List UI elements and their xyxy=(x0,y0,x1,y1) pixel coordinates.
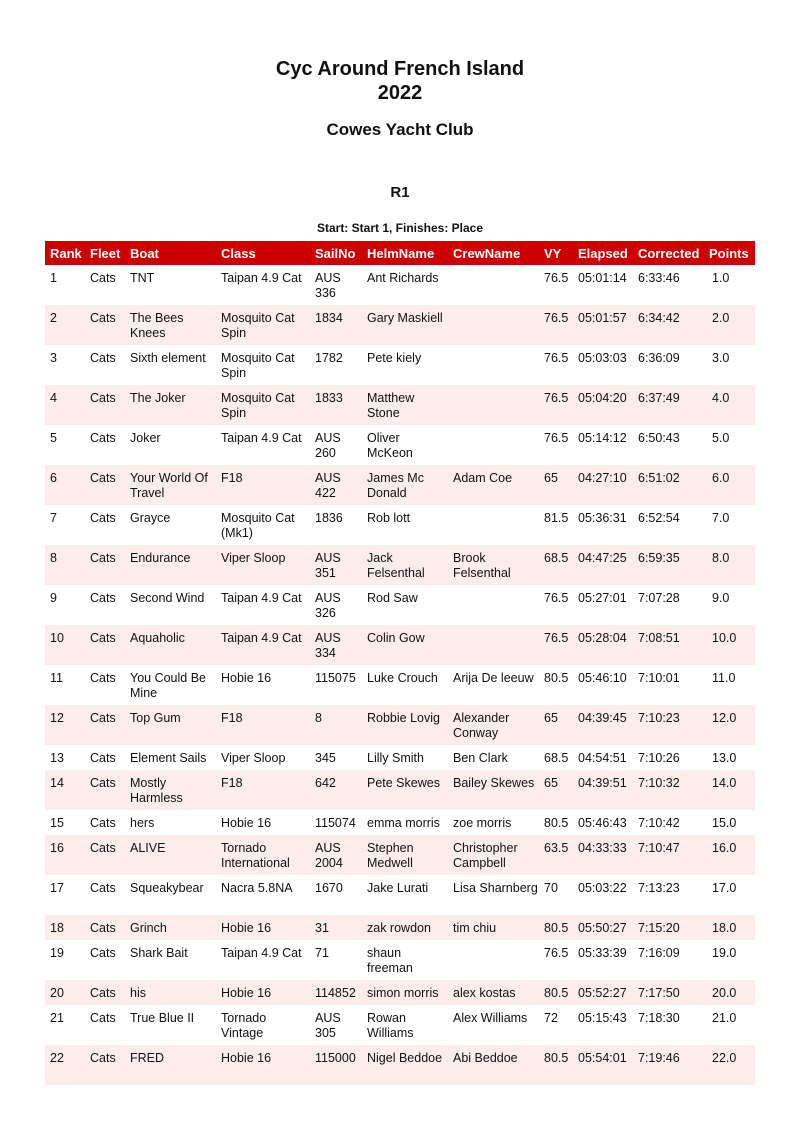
cell-vy: 80.5 xyxy=(544,816,569,830)
cell-corrected: 7:10:01 xyxy=(638,671,680,685)
cell-class: F18 xyxy=(216,465,310,505)
cell-sail-no: 115000 xyxy=(310,1045,362,1085)
cell-crew-name: alex kostas xyxy=(448,980,539,1005)
table-row xyxy=(45,1005,755,1045)
column-header-fleet: Fleet xyxy=(85,241,125,265)
table-row xyxy=(45,665,755,705)
table-row xyxy=(45,705,755,745)
cell-vy: 68.5 xyxy=(544,751,569,765)
cell-crew-name xyxy=(448,305,539,345)
cell-crew-name: Lisa Sharnberg xyxy=(453,881,538,895)
cell-elapsed: 05:36:31 xyxy=(578,511,627,525)
cell-sail-no: AUS 305 xyxy=(315,1011,341,1040)
cell-elapsed: 04:33:33 xyxy=(573,835,633,875)
cell-boat: Grayce xyxy=(130,511,171,525)
table-row xyxy=(45,305,755,345)
column-header-elapsed: Elapsed xyxy=(573,241,633,265)
cell-rank: 11 xyxy=(50,671,63,685)
cell-points: 10.0 xyxy=(704,625,755,665)
cell-points: 11.0 xyxy=(712,671,736,685)
cell-fleet: Cats xyxy=(85,305,125,345)
cell-helm-name: simon morris xyxy=(362,980,448,1005)
cell-fleet: Cats xyxy=(90,751,116,765)
cell-class: Viper Sloop xyxy=(221,751,286,765)
table-row xyxy=(45,770,755,810)
cell-rank: 8 xyxy=(45,545,85,585)
cell-fleet: Cats xyxy=(85,545,125,585)
cell-vy: 81.5 xyxy=(544,511,569,525)
race-name: R1 xyxy=(390,184,410,201)
cell-class: Hobie 16 xyxy=(216,1045,310,1085)
cell-fleet: Cats xyxy=(85,625,125,665)
cell-helm-name: Oliver McKeon xyxy=(367,431,413,460)
cell-boat: You Could Be Mine xyxy=(130,671,206,700)
cell-points: 21.0 xyxy=(712,1011,737,1025)
cell-sail-no: AUS 336 xyxy=(315,271,341,300)
cell-helm-name: shaun freeman xyxy=(367,946,413,975)
cell-corrected: 7:10:23 xyxy=(633,705,704,745)
cell-sail-no: 1833 xyxy=(310,385,362,425)
cell-helm-name: Rob lott xyxy=(367,511,411,525)
cell-crew-name xyxy=(448,625,539,665)
cell-sail-no: AUS 326 xyxy=(315,591,341,620)
cell-elapsed: 05:04:20 xyxy=(573,385,633,425)
cell-boat: Squeakybear xyxy=(130,881,204,895)
cell-helm-name: James Mc Donald xyxy=(362,465,448,505)
cell-boat: TNT xyxy=(130,271,155,285)
cell-corrected: 7:16:09 xyxy=(638,946,680,960)
column-header-vy: VY xyxy=(539,241,573,265)
cell-fleet: Cats xyxy=(85,465,125,505)
cell-elapsed: 05:03:03 xyxy=(578,351,627,365)
cell-elapsed: 04:27:10 xyxy=(573,465,633,505)
cell-class: Mosquito Cat Spin xyxy=(216,305,310,345)
cell-rank: 20 xyxy=(45,980,85,1005)
results-table xyxy=(45,241,755,1085)
club-name: Cowes Yacht Club xyxy=(326,120,474,139)
column-header-crew-name: CrewName xyxy=(448,241,539,265)
cell-rank: 17 xyxy=(50,881,64,895)
table-header-row xyxy=(45,241,755,265)
cell-rank: 19 xyxy=(50,946,64,960)
cell-points: 9.0 xyxy=(712,591,730,605)
cell-fleet: Cats xyxy=(85,705,125,745)
cell-crew-name xyxy=(448,425,539,465)
cell-elapsed: 04:47:25 xyxy=(573,545,633,585)
cell-crew-name: tim chiu xyxy=(448,915,539,940)
table-row xyxy=(45,265,755,305)
cell-helm-name: emma morris xyxy=(367,816,440,830)
table-row xyxy=(45,585,755,625)
cell-sail-no: 115074 xyxy=(315,816,356,830)
table-row xyxy=(45,940,755,980)
cell-elapsed: 05:33:39 xyxy=(578,946,627,960)
cell-boat: Sixth element xyxy=(130,351,206,365)
cell-sail-no: 114852 xyxy=(310,980,362,1005)
cell-vy: 70 xyxy=(544,881,558,895)
cell-boat: his xyxy=(125,980,216,1005)
cell-boat: Top Gum xyxy=(125,705,216,745)
cell-elapsed: 05:15:43 xyxy=(578,1011,627,1025)
cell-points: 18.0 xyxy=(704,915,755,940)
cell-crew-name: Adam Coe xyxy=(448,465,539,505)
cell-rank: 16 xyxy=(45,835,85,875)
cell-corrected: 7:07:28 xyxy=(638,591,680,605)
cell-corrected: 7:10:26 xyxy=(638,751,680,765)
cell-rank: 10 xyxy=(45,625,85,665)
cell-points: 15.0 xyxy=(712,816,737,830)
cell-elapsed: 05:46:10 xyxy=(578,671,627,685)
cell-boat: Grinch xyxy=(125,915,216,940)
cell-helm-name: Lilly Smith xyxy=(367,751,424,765)
cell-fleet: Cats xyxy=(90,1011,116,1025)
cell-corrected: 6:33:46 xyxy=(638,271,680,285)
cell-corrected: 6:51:02 xyxy=(633,465,704,505)
cell-helm-name: Jake Lurati xyxy=(367,881,429,895)
cell-corrected: 6:52:54 xyxy=(638,511,680,525)
cell-fleet: Cats xyxy=(90,431,116,445)
cell-helm-name: Rod Saw xyxy=(367,591,418,605)
cell-helm-name: Matthew Stone xyxy=(362,385,448,425)
cell-points: 8.0 xyxy=(704,545,755,585)
cell-fleet: Cats xyxy=(90,591,116,605)
cell-class: Tornado International xyxy=(216,835,310,875)
cell-crew-name: Abi Beddoe xyxy=(448,1045,539,1085)
cell-elapsed: 05:14:12 xyxy=(578,431,627,445)
cell-rank: 3 xyxy=(50,351,57,365)
cell-helm-name: Pete Skewes xyxy=(362,770,448,810)
page-title: Cyc Around French Island xyxy=(275,58,525,80)
cell-sail-no: 1836 xyxy=(315,511,343,525)
cell-elapsed: 05:01:57 xyxy=(573,305,633,345)
cell-sail-no: AUS 334 xyxy=(310,625,362,665)
cell-crew-name: Bailey Skewes xyxy=(448,770,539,810)
cell-fleet: Cats xyxy=(85,980,125,1005)
cell-class: Hobie 16 xyxy=(216,980,310,1005)
cell-fleet: Cats xyxy=(85,915,125,940)
cell-elapsed: 04:54:51 xyxy=(578,751,627,765)
cell-vy: 76.5 xyxy=(544,591,569,605)
table-row xyxy=(45,980,755,1005)
cell-crew-name xyxy=(448,585,539,625)
cell-vy: 76.5 xyxy=(539,385,573,425)
cell-crew-name: Arija De leeuw xyxy=(453,671,534,685)
cell-class: Nacra 5.8NA xyxy=(221,881,293,895)
cell-class: Taipan 4.9 Cat xyxy=(221,946,302,960)
cell-fleet: Cats xyxy=(85,385,125,425)
cell-vy: 80.5 xyxy=(539,980,573,1005)
table-row xyxy=(45,1045,755,1085)
table-row xyxy=(45,545,755,585)
cell-corrected: 6:59:35 xyxy=(633,545,704,585)
cell-corrected: 6:37:49 xyxy=(633,385,704,425)
table-body xyxy=(45,265,755,1085)
cell-vy: 76.5 xyxy=(544,351,569,365)
cell-helm-name: Colin Gow xyxy=(362,625,448,665)
cell-boat: Your World Of Travel xyxy=(125,465,216,505)
table-row xyxy=(45,810,755,835)
cell-points: 5.0 xyxy=(712,431,730,445)
cell-boat: FRED xyxy=(125,1045,216,1085)
table-row xyxy=(45,465,755,505)
cell-helm-name: Stephen Medwell xyxy=(362,835,448,875)
cell-fleet: Cats xyxy=(90,816,116,830)
cell-crew-name: zoe morris xyxy=(453,816,512,830)
cell-rank: 6 xyxy=(45,465,85,505)
cell-crew-name: Alexander Conway xyxy=(448,705,539,745)
cell-points: 14.0 xyxy=(704,770,755,810)
cell-corrected: 7:17:50 xyxy=(633,980,704,1005)
cell-points: 3.0 xyxy=(712,351,730,365)
cell-fleet: Cats xyxy=(90,881,116,895)
cell-rank: 14 xyxy=(45,770,85,810)
cell-sail-no: AUS 422 xyxy=(310,465,362,505)
cell-crew-name: Christopher Campbell xyxy=(448,835,539,875)
cell-boat: True Blue II xyxy=(130,1011,195,1025)
cell-vy: 68.5 xyxy=(539,545,573,585)
table-row xyxy=(45,505,755,545)
cell-points: 4.0 xyxy=(704,385,755,425)
cell-rank: 7 xyxy=(50,511,57,525)
cell-vy: 63.5 xyxy=(539,835,573,875)
cell-vy: 65 xyxy=(539,770,573,810)
table-row xyxy=(45,875,755,915)
cell-sail-no: 1834 xyxy=(310,305,362,345)
cell-vy: 76.5 xyxy=(544,431,569,445)
cell-sail-no: 1670 xyxy=(315,881,343,895)
cell-sail-no: 642 xyxy=(310,770,362,810)
cell-boat: ALIVE xyxy=(125,835,216,875)
cell-class: Mosquito Cat Spin xyxy=(216,385,310,425)
cell-helm-name: Robbie Lovig xyxy=(362,705,448,745)
cell-class: Taipan 4.9 Cat xyxy=(221,591,302,605)
cell-vy: 76.5 xyxy=(544,271,569,285)
cell-rank: 18 xyxy=(45,915,85,940)
cell-helm-name: Jack Felsenthal xyxy=(362,545,448,585)
cell-vy: 80.5 xyxy=(539,915,573,940)
cell-points: 19.0 xyxy=(712,946,737,960)
page-title-year: 2022 xyxy=(377,82,423,104)
cell-vy: 65 xyxy=(539,705,573,745)
column-header-class: Class xyxy=(216,241,310,265)
cell-points: 1.0 xyxy=(712,271,730,285)
cell-corrected: 6:50:43 xyxy=(638,431,680,445)
cell-elapsed: 05:50:27 xyxy=(573,915,633,940)
cell-elapsed: 04:39:51 xyxy=(573,770,633,810)
cell-class: Tornado Vintage xyxy=(221,1011,267,1040)
cell-rank: 9 xyxy=(50,591,57,605)
cell-boat: Mostly Harmless xyxy=(125,770,216,810)
cell-points: 12.0 xyxy=(704,705,755,745)
cell-sail-no: AUS 351 xyxy=(310,545,362,585)
cell-sail-no: 31 xyxy=(310,915,362,940)
cell-points: 17.0 xyxy=(712,881,737,895)
cell-crew-name xyxy=(448,385,539,425)
cell-vy: 76.5 xyxy=(544,946,569,960)
cell-boat: Joker xyxy=(130,431,161,445)
start-info: Start: Start 1, Finishes: Place xyxy=(316,221,484,235)
cell-rank: 1 xyxy=(50,271,57,285)
table-row xyxy=(45,425,755,465)
cell-vy: 80.5 xyxy=(539,1045,573,1085)
cell-boat: Second Wind xyxy=(130,591,205,605)
cell-corrected: 7:08:51 xyxy=(633,625,704,665)
cell-fleet: Cats xyxy=(90,671,116,685)
cell-class: Hobie 16 xyxy=(221,671,272,685)
cell-boat: Element Sails xyxy=(130,751,207,765)
cell-points: 20.0 xyxy=(704,980,755,1005)
cell-crew-name: Ben Clark xyxy=(453,751,508,765)
cell-elapsed: 05:03:22 xyxy=(578,881,627,895)
cell-boat: hers xyxy=(130,816,155,830)
cell-elapsed: 04:39:45 xyxy=(573,705,633,745)
cell-rank: 21 xyxy=(50,1011,64,1025)
cell-crew-name xyxy=(448,940,539,980)
cell-class: Viper Sloop xyxy=(216,545,310,585)
cell-sail-no: 1782 xyxy=(315,351,343,365)
cell-class: F18 xyxy=(216,705,310,745)
cell-fleet: Cats xyxy=(90,511,116,525)
cell-vy: 72 xyxy=(544,1011,558,1025)
cell-helm-name: Gary Maskiell xyxy=(362,305,448,345)
table-row xyxy=(45,385,755,425)
cell-crew-name xyxy=(448,505,539,545)
cell-elapsed: 05:52:27 xyxy=(573,980,633,1005)
cell-corrected: 7:19:46 xyxy=(633,1045,704,1085)
cell-class: Taipan 4.9 Cat xyxy=(221,431,302,445)
cell-points: 7.0 xyxy=(712,511,730,525)
cell-vy: 80.5 xyxy=(544,671,569,685)
cell-boat: The Bees Knees xyxy=(125,305,216,345)
cell-fleet: Cats xyxy=(85,770,125,810)
column-header-rank: Rank xyxy=(45,241,85,265)
table-row xyxy=(45,915,755,940)
cell-rank: 22 xyxy=(45,1045,85,1085)
cell-vy: 65 xyxy=(539,465,573,505)
cell-elapsed: 05:54:01 xyxy=(573,1045,633,1085)
cell-rank: 2 xyxy=(45,305,85,345)
cell-corrected: 7:13:23 xyxy=(638,881,680,895)
table-row xyxy=(45,625,755,665)
cell-corrected: 7:10:47 xyxy=(633,835,704,875)
cell-sail-no: AUS 260 xyxy=(315,431,341,460)
cell-elapsed: 05:28:04 xyxy=(573,625,633,665)
cell-rank: 4 xyxy=(45,385,85,425)
cell-corrected: 7:10:32 xyxy=(633,770,704,810)
cell-sail-no: AUS 2004 xyxy=(310,835,362,875)
cell-corrected: 7:10:42 xyxy=(638,816,680,830)
cell-corrected: 6:36:09 xyxy=(638,351,680,365)
cell-corrected: 7:18:30 xyxy=(638,1011,680,1025)
cell-corrected: 7:15:20 xyxy=(633,915,704,940)
cell-boat: Aquaholic xyxy=(125,625,216,665)
cell-boat: Endurance xyxy=(125,545,216,585)
cell-rank: 12 xyxy=(45,705,85,745)
cell-fleet: Cats xyxy=(90,271,116,285)
cell-vy: 76.5 xyxy=(539,625,573,665)
cell-sail-no: 115075 xyxy=(315,671,356,685)
cell-points: 22.0 xyxy=(704,1045,755,1085)
cell-class: Taipan 4.9 Cat xyxy=(221,271,302,285)
cell-class: Hobie 16 xyxy=(221,816,272,830)
table-row xyxy=(45,345,755,385)
cell-crew-name: Alex Williams xyxy=(453,1011,528,1025)
cell-class: F18 xyxy=(216,770,310,810)
cell-crew-name xyxy=(448,345,539,385)
cell-crew-name xyxy=(448,265,539,305)
cell-helm-name: Nigel Beddoe xyxy=(362,1045,448,1085)
cell-elapsed: 05:46:43 xyxy=(578,816,627,830)
cell-boat: The Joker xyxy=(125,385,216,425)
cell-fleet: Cats xyxy=(90,351,116,365)
column-header-helm-name: HelmName xyxy=(362,241,448,265)
cell-class: Hobie 16 xyxy=(216,915,310,940)
cell-rank: 13 xyxy=(50,751,64,765)
cell-corrected: 6:34:42 xyxy=(633,305,704,345)
column-header-boat: Boat xyxy=(125,241,216,265)
cell-helm-name: Ant Richards xyxy=(367,271,439,285)
cell-vy: 76.5 xyxy=(539,305,573,345)
cell-fleet: Cats xyxy=(90,946,116,960)
cell-helm-name: Luke Crouch xyxy=(367,671,438,685)
cell-class: Mosquito Cat (Mk1) xyxy=(221,511,295,540)
cell-points: 6.0 xyxy=(704,465,755,505)
cell-points: 16.0 xyxy=(704,835,755,875)
cell-points: 2.0 xyxy=(704,305,755,345)
table-row xyxy=(45,745,755,770)
cell-rank: 15 xyxy=(50,816,64,830)
column-header-sail-no: SailNo xyxy=(310,241,362,265)
cell-elapsed: 05:01:14 xyxy=(578,271,627,285)
cell-fleet: Cats xyxy=(85,835,125,875)
cell-helm-name: Rowan Williams xyxy=(367,1011,414,1040)
cell-class: Taipan 4.9 Cat xyxy=(216,625,310,665)
cell-boat: Shark Bait xyxy=(130,946,188,960)
cell-helm-name: Pete kiely xyxy=(367,351,422,365)
cell-crew-name: Brook Felsenthal xyxy=(448,545,539,585)
column-header-corrected: Corrected xyxy=(633,241,704,265)
cell-elapsed: 05:27:01 xyxy=(578,591,627,605)
column-header-points: Points xyxy=(704,241,755,265)
cell-sail-no: 71 xyxy=(315,946,329,960)
cell-fleet: Cats xyxy=(85,1045,125,1085)
cell-sail-no: 345 xyxy=(315,751,336,765)
cell-helm-name: zak rowdon xyxy=(362,915,448,940)
table-row xyxy=(45,835,755,875)
cell-class: Mosquito Cat Spin xyxy=(221,351,295,380)
cell-rank: 5 xyxy=(50,431,57,445)
cell-sail-no: 8 xyxy=(310,705,362,745)
cell-points: 13.0 xyxy=(712,751,737,765)
